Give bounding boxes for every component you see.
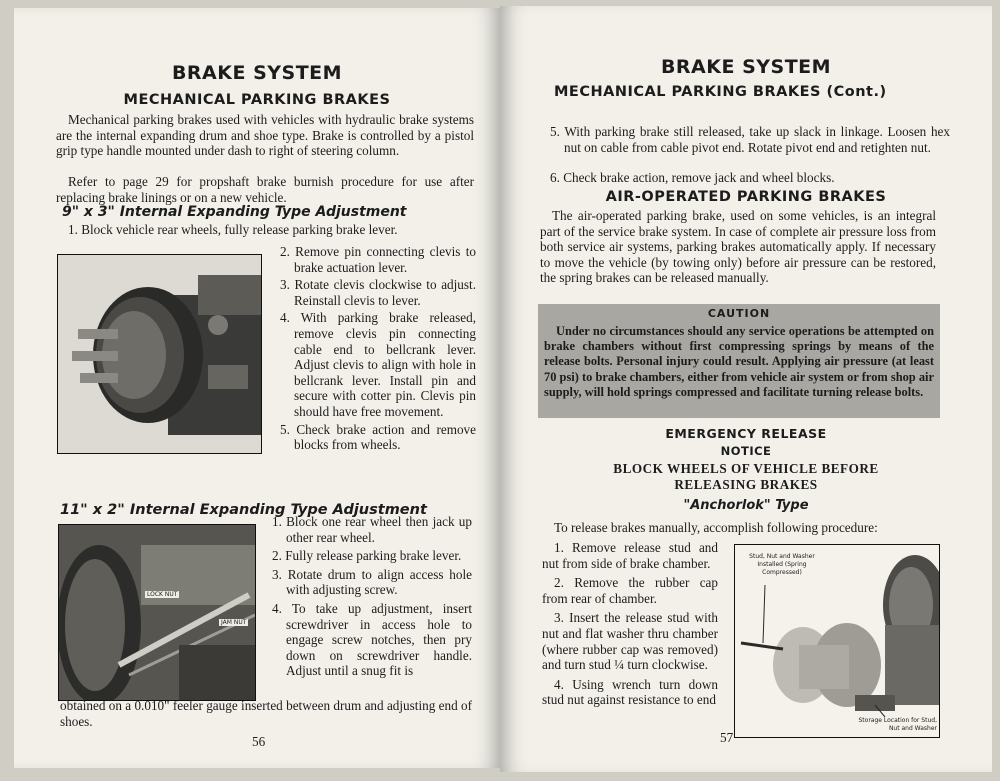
caution-title: CAUTION [707, 307, 771, 320]
anchorlok-heading: "Anchorlok" Type [683, 498, 809, 513]
left-page-title: BRAKE SYSTEM [171, 62, 343, 84]
adj2-step-1: 1. Block one rear wheel then jack up other rear wheel. [272, 514, 472, 545]
adj2-heading: 11" x 2" Internal Expanding Type Adjustment [60, 502, 427, 518]
lock-nut-label: LOCK NUT [147, 591, 178, 598]
adj1-step-3: 3. Rotate clevis clockwise to adjust. Reinstall clevis to lever. [280, 277, 476, 308]
adj2-steps-column [272, 514, 472, 679]
adj1-step-4: 4. With parking brake released, remove clevis pin connecting cable end to bellcrank lever. Adjust clevis to align with hole in bellcrank lever. Install pin and secure with cotter pin. Clevis pin should have free movement. [280, 310, 476, 419]
adj2-step-4-continued: obtained on a 0.010" feeler gauge inserted between drum and adjusting end of shoes. [60, 698, 472, 729]
adj2-step-4: 4. To take up adjustment, insert screwdriver in access hole to engage screw notches, then pry down on screwdriver handle. Adjust until a snug fit is [272, 600, 472, 679]
left-page-number: 56 [252, 734, 266, 749]
notice-heading: NOTICE [720, 444, 772, 458]
caution-text: Under no circumstances should any service operations be attempted on brake chambers without first compressing springs by means of the release bolts. Personal injury could result. Applying air pressure (at least 70 psi) to brake chambers, either from vehicle air system or from shop air supply, will hold springs compressed and facilitate turning release bolts. [544, 324, 934, 399]
right-step-6: 6. Check brake action, remove jack and wheel blocks. [550, 170, 835, 185]
notice-text-line-1: BLOCK WHEELS OF VEHICLE BEFORE [613, 461, 879, 476]
emergency-release-heading: EMERGENCY RELEASE [665, 426, 827, 441]
adjustment-photo [58, 524, 256, 701]
notice-text-line-2: RELEASING BRAKES [674, 477, 818, 492]
brake-drum-photo [57, 254, 262, 454]
release-step-2: 2. Remove the rubber cap from rear of chamber. [542, 575, 718, 606]
brake-chamber-figure [734, 544, 940, 738]
adj1-steps-column [280, 244, 476, 453]
brake-drum-illustration [58, 255, 261, 453]
jam-nut-label: JAM NUT [221, 619, 247, 626]
release-step-4: 4. Using wrench turn down stud nut against resistance to end [542, 676, 718, 708]
right-step-5: 5. With parking brake still released, take up slack in linkage. Loosen hex nut on cable from cable pivot end. Rotate pivot end and retighten nut. [550, 124, 950, 155]
air-paragraph: The air-operated parking brake, used on some vehicles, is an integral part of the service brake system. In case of complete air pressure loss from both service air systems, parking brakes automatically apply. If necessary to move the vehicle (by towing only) before air pressure can be restored, the spring brakes can be released manually. [540, 208, 936, 286]
release-steps-column [542, 540, 718, 708]
right-section-heading: MECHANICAL PARKING BRAKES (Cont.) [554, 84, 887, 100]
adj2-step-2: 2. Fully release parking brake lever. [272, 548, 462, 564]
refer-paragraph: Refer to page 29 for propshaft brake burnish procedure for use after replacing brake linings or on a new vehicle. [56, 174, 474, 205]
figure-label-bottom: Storage Location for Stud, Nut and Washer [858, 717, 937, 732]
right-page-title: BRAKE SYSTEM [660, 56, 832, 78]
adj1-step-2: 2. Remove pin connecting clevis to brake actuation lever. [280, 244, 476, 275]
adj1-step-5: 5. Check brake action and remove blocks from wheels. [280, 421, 476, 453]
adjustment-illustration [59, 525, 255, 700]
right-page-number: 57 [720, 730, 734, 745]
left-section-heading: MECHANICAL PARKING BRAKES [123, 92, 391, 108]
adj1-heading: 9" x 3" Internal Expanding Type Adjustment [62, 204, 407, 220]
left-page [14, 8, 500, 768]
caution-box [538, 304, 940, 418]
figure-label-top: Stud, Nut and Washer Installed (Spring Compressed) [749, 553, 815, 576]
air-heading: AIR-OPERATED PARKING BRAKES [605, 189, 887, 205]
adj1-step-1: 1. Block vehicle rear wheels, fully release parking brake lever. [68, 222, 398, 237]
release-step-3: 3. Insert the release stud with nut and flat washer thru chamber (where rubber cap was removed) and turn stud ¼ turn clockwise. [542, 610, 718, 673]
release-step-1: 1. Remove release stud and nut from side of brake chamber. [542, 540, 718, 571]
right-page [500, 6, 992, 772]
release-intro: To release brakes manually, accomplish following procedure: [554, 520, 878, 535]
adj2-step-3: 3. Rotate drum to align access hole with adjusting screw. [272, 566, 472, 598]
intro-paragraph: Mechanical parking brakes used with vehicles with hydraulic brake systems are the internal expanding drum and shoe type. Brake is controlled by a pistol grip type handle mounted under dash to right of steering column. [56, 112, 474, 159]
